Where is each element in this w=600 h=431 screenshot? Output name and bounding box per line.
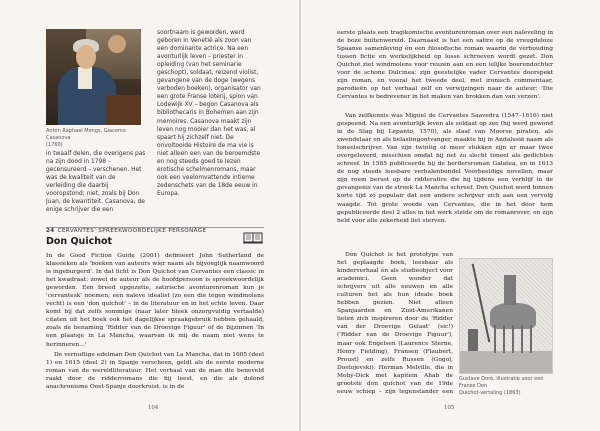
casanova-text-col-right: soortnaam is geworden, werd geboren in Venetië als zoon van een dominante actrice. Na een avonturlijk leven – priester in opleiding (van het seminarie geschopt), soldaat, reizend violist, gevangene van de doge (wegens verboden boeken), organisator van een grote Franse loterij, spion van Lodewijk XV – begon Casanova als bibliothecaris in Bohemen aan zijn memoires. Casanova maakt zijn leven nog mooier dan het was, al spaart hij zichzelf niet. De onvoltooide Histoire de ma vie is niet alleen een van de beroemdste en nog steeds goed te lezen erotische schelmenromans, maar ook een veelomvattende intieme zedenschets van de 18de eeuw in Europa. <box>157 30 261 197</box>
open-book-icon <box>242 230 264 244</box>
portrait-caption <box>46 128 146 149</box>
section-title: Don Quichot <box>46 236 113 247</box>
right-paragraph-2: Van zelfkennis was Miguel de Cervantes Saavedra (1547–1616) niet gespeend. Na een avonturlijk leven als soldaat op zee (hij werd gewond in de Slag bij Lepanto, 1570), als slaaf van Moorse piraten, als zwendelaar en als belastingontvanger, maakte hij in Andalusië naam als toneelschrijver. Van zijn twintig of meer stukken zijn er maar twee overgeleverd, misschien omdat hij net zo slecht toneel als gedichten schreef. In 1585 publiceerde hij de herdersroman Galatea, en in 1613 de nog steeds leesbare verhalenbundel Voorbeeldige novellen, maar zijn roem berust op de ridderatire die hij tijdens een verblijf in de gevangenis van de streek La Mancha schreef. Don Quichot werd binnen korte tijd zó populair dat een andere schrijver zich aan een vervolg waagde. Tot grote woede van Cervantes, die in het door hem gepubliceerde deel 2 alles in het werk stelde om de romanrover, en zijn held voor alle zekerheid liet sterven. <box>337 113 553 224</box>
dore-engraving <box>459 258 553 374</box>
page-number-right: 105 <box>444 405 455 411</box>
engraving-caption <box>459 376 559 397</box>
don-quichot-paragraph-1: In de Good Fiction Guide (2001) definieert John Sutherland de klassieken als 'boeken van auteurs wier naam als bijvoeglijk naamwoord is ingeburgerd'. In dat licht is Don Quichot van Cervantes een classic in het kwadraat: zowel de auteur als de hoofdpersoon is spreekwoordelijk geworden. Een breed opgezette, satirische avonturenroman kun je 'cervantesk' noemen; een naïeve idealist (zo een die tegen windmolens vecht) is een 'don quichot' – in de literatuur en in het echte leven. Daar komt bij dat zelfs sommige (naar later bleek onzorgvuldig vertaalde) citaten uit het boek ook het dagelijkse spraakgebruik hebben gehaald, zoals de benaming 'Ridder van de Droevige Figuur' of de bijzinnen 'In een plaatsje in La Mancha, waarvan ik mij de naam niet wens te herinneren…' <box>46 253 264 348</box>
page-number-left: 104 <box>148 405 159 411</box>
left-page <box>0 0 299 431</box>
casanova-text-col-left: in twaalf delen, die overigens pas na zijn dood in 1798 – gecensureerd – verschenen. Het was de kwaliteit van de verleiding die daarbij vooropstond; niet, zoals bij Don Juan, de kwantiteit. Casanova, de enige schrijver die een <box>46 151 146 214</box>
right-paragraph-3: Don Quichot is het prototype van het geplaagde boek, leesbaar als kinderverhaal én als studieobject voor academici. Geen wonder dat schrijvers uit alle eeuwen en alle culturen het als hun ideale boek hebben gezien. Niet alleen Spanjaarden en Zuid-Amerikanen lieten zich inspireren door de 'Ridder van der Droevige Gelaat' (sic!) ('Ridder van de Droevige Figuur'), maar ook Engelsen (Laurence Sterne, Henry Fielding), Fransen (Flaubert, Proust) en zelfs Russen (Gogol, Dostojevski). Herman Melville, die in Moby-Dick met kapitein Ahab de grootste don quichot van de 19de eeuw schiep – zijn tegenstander een <box>337 252 453 395</box>
engraving-caption-line2: Quichot-vertaling (1863) <box>459 390 521 396</box>
casanova-portrait <box>46 29 141 125</box>
section-number: 24 <box>46 228 55 234</box>
portrait-caption-line2: (1760) <box>46 142 63 148</box>
right-paragraph-1: eerste plaats een tragikomische avonturenroman over een naïeveling in de boze buitenwereld. Daarnaast is het een satire op de vreugdeloze Spaanse samenleving én een filosofische roman waarin de verhouding tussen fictie en werkelijkheid op losse schroeven wordt gezet. Don Quichot ziet windmolens voor reuzen aan en een lelijke boerendochter voor de schone Dulcinea: zijn geestelijke vader Cervantes doorspekt zijn roman, en vooral het tweede deel, met ironisch commentaar, parodieën op het verhaal zelf en verwijzingen naar de auteur: 'Die Cervantes is bedrevener in het maken van brokken dan van verzen'. <box>337 30 553 101</box>
right-page <box>301 0 600 431</box>
portrait-caption-line1: Anton Raphael Mengs, Giacomo Casanova <box>46 128 126 141</box>
section-label: CERVANTES' SPREEKWOORDELIJKE PERSONAGE <box>57 228 207 234</box>
don-quichot-paragraph-2: De vernuftige edelman Don Quichot van La Mancha, dat in 1605 (deel 1) en 1615 (deel 2) in Spanje verscheen, geldt als de eerste moderne roman van de wereldliteratuur. Het verhaal van de man die beneveld raakt door de ridderromans die hij leest, en die als dolend anachronisme Oost-Spanje doorkruist, is in de <box>46 352 264 391</box>
engraving-caption-line1: Gustave Doré, illustratie voor een Franse Don <box>459 376 544 389</box>
section-header <box>46 228 206 234</box>
